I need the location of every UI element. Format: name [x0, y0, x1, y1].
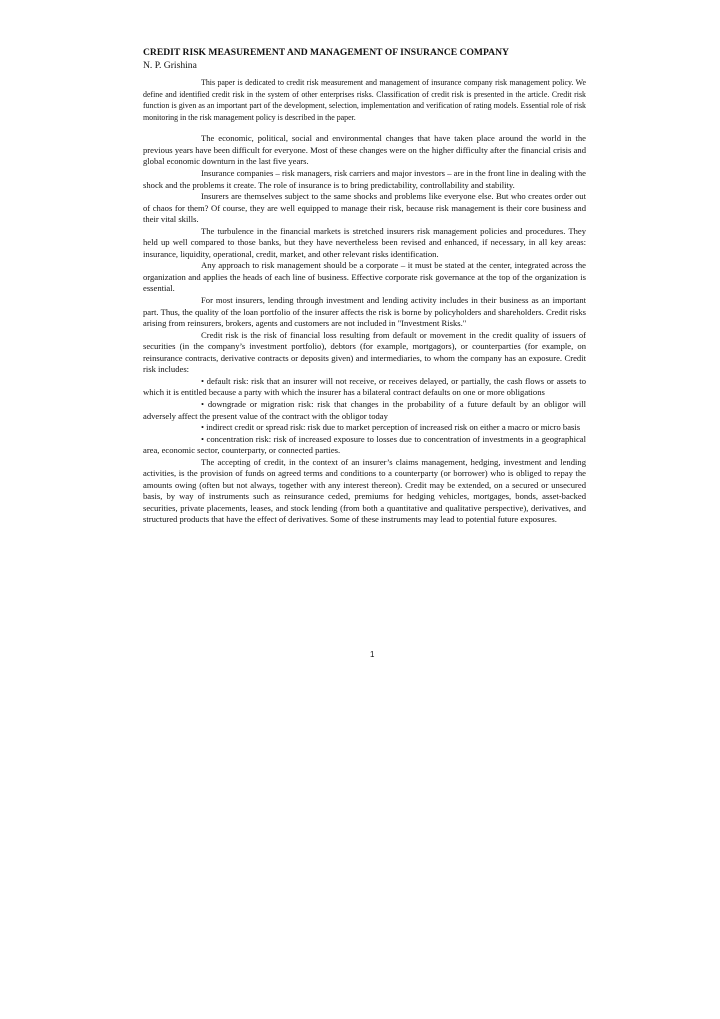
- paragraph: Credit risk is the risk of financial loss resulting from default or movement in the credit quality of issuers of securities (in the company’s investment portfolio), debtors (for example, mortgagors), or counterparties (for example, on reinsurance contracts, derivative contracts or deposits given) and intermediaries, to whom the company has an exposure. Credit risk includes:: [143, 329, 586, 375]
- author-name: N. P. Grishina: [143, 60, 197, 71]
- abstract: This paper is dedicated to credit risk measurement and management of insurance company risk management policy. We define and identified credit risk in the system of other enterprises risks. Classification of credit risk is presented in the article. Credit risk function is given as an important part of the development, selection, implementation and verification of rating models. Essential role of risk monitoring in the risk management policy is described in the paper.: [143, 78, 586, 122]
- bullet-item: • concentration risk: risk of increased exposure to losses due to concentration of investments in a geographical area, economic sector, counterparty, or connected parties.: [143, 433, 586, 456]
- paragraph: The economic, political, social and environmental changes that have taken place around the world in the previous years have been difficult for everyone. Most of these changes were on the higher difficulty after the financial crisis and global economic downturn in the last five years.: [143, 133, 586, 167]
- paragraph: The turbulence in the financial markets is stretched insurers risk management policies and procedures. They held up well compared to those banks, but they have nevertheless been revised and enhanced, if necessary, in all key areas: insurance, liquidity, operational, credit, market, and other relevant risks identification.: [143, 225, 586, 259]
- page-number: 1: [370, 650, 375, 659]
- paragraph: Insurers are themselves subject to the same shocks and problems like everyone else. But who creates order out of chaos for them? Of course, they are well equipped to manage their risk, because risk management is their core business and their vital skills.: [143, 191, 586, 225]
- bullet-item: • indirect credit or spread risk: risk due to market perception of increased risk on either a macro or micro basis: [201, 422, 581, 433]
- bullet-item: • downgrade or migration risk: risk that changes in the probability of a future default by an obligor will adversely affect the present value of the contract with the obligor today: [143, 398, 586, 421]
- paragraph: For most insurers, lending through investment and lending activity includes in their business as an important part. Thus, the quality of the loan portfolio of the insurer affects the risk is borne by policyholders and shareholders. Credit risks arising from reinsurers, brokers, agents and customers are not included in "Investment Risks.": [143, 295, 586, 329]
- bullet-item: • default risk: risk that an insurer will not receive, or receives delayed, or partially, the cash flows or assets to which it is entitled because a party with which the insurer has a bilateral contract defaults on one or more obligations: [143, 375, 586, 398]
- paper-body: [143, 47, 586, 526]
- paragraph: Any approach to risk management should be a corporate – it must be stated at the center, integrated across the organization and applies the heads of each line of business. Effective corporate risk governance at the top of the organization is essential.: [143, 260, 586, 294]
- paper-title: CREDIT RISK MEASUREMENT AND MANAGEMENT OF INSURANCE COMPANY: [143, 47, 509, 58]
- paragraph: Insurance companies – risk managers, risk carriers and major investors – are in the front line in dealing with the shock and the problems it create. The role of insurance is to bring predictability, controllability and stability.: [143, 168, 586, 190]
- paragraph: The accepting of credit, in the context of an insurer’s claims management, hedging, investment and lending activities, is the provision of funds on agreed terms and conditions to a counterparty (or borrower) who is obliged to repay the amounts owing (often but not always, together with any interest thereon). Credit may be extended, on a secured or unsecured basis, by way of instruments such as reinsurance ceded, premiums for hedging vehicles, mortgages, bonds, asset-backed securities, private placements, leases, and stock lending (from both a quantitative and qualitative perspective), derivatives, and structured products that have the effect of derivatives. Some of these instruments may lead to potential future exposures.: [143, 456, 586, 525]
